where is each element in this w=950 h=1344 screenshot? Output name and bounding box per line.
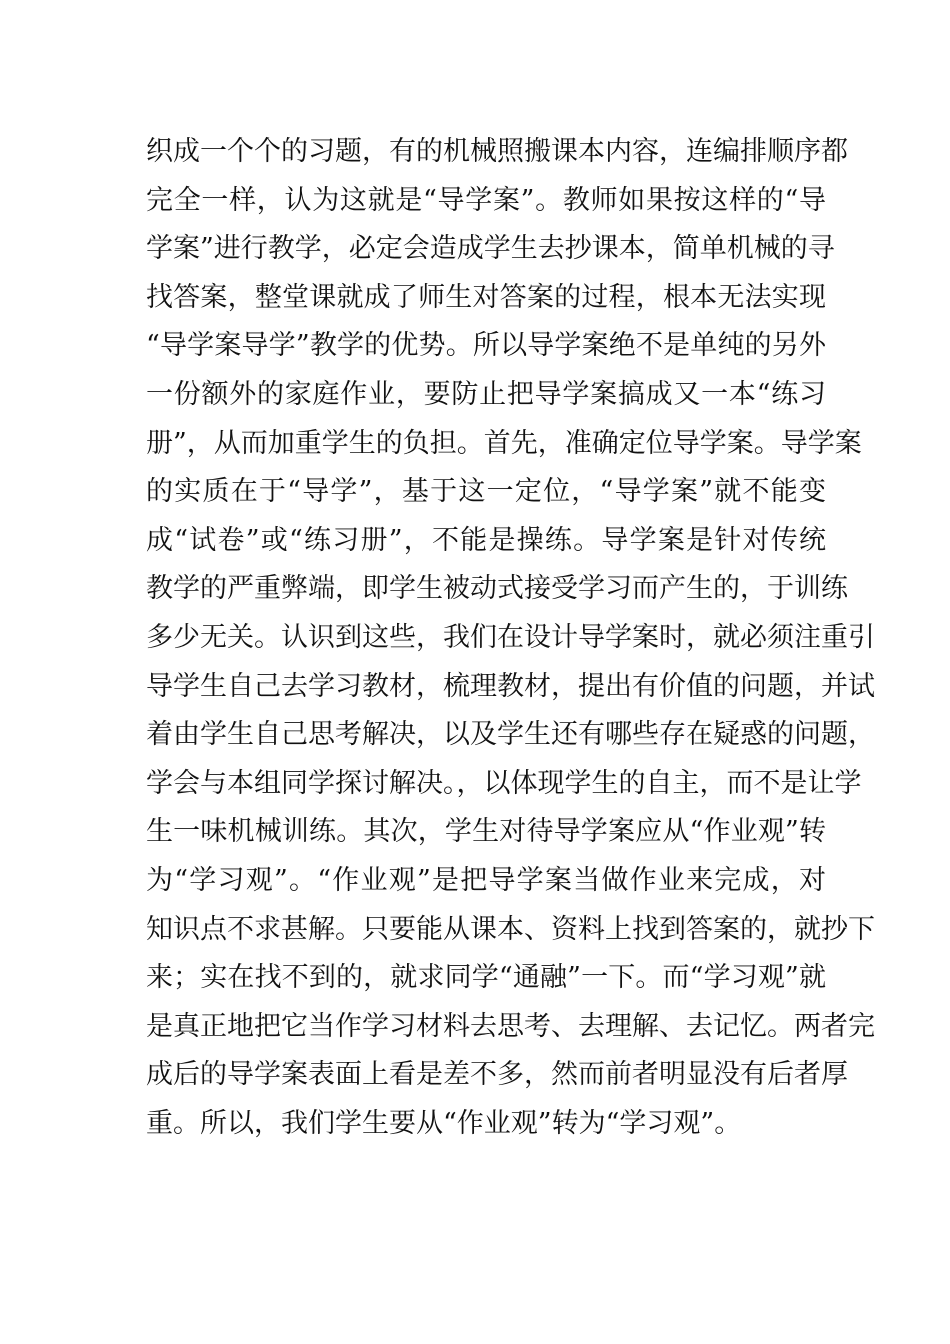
text-line-19: 是真正地把它当作学习材料去思考、去理解、去记忆。两者完 xyxy=(146,1010,875,1042)
text-line-14: 学会与本组同学探讨解决。，以体现学生的自主，而不是让学 xyxy=(146,767,862,799)
text-line-9: 成“试卷”或“练习册”，不能是操练。导学案是针对传统 xyxy=(146,524,826,556)
text-line-4: 找答案，整堂课就成了师生对答案的过程，根本无法实现 xyxy=(146,281,826,313)
text-line-3: 学案”进行教学，必定会造成学生去抄课本，简单机械的寻 xyxy=(146,233,835,265)
text-line-16: 为“学习观”。“作业观”是把导学案当做作业来完成，对 xyxy=(146,864,826,896)
text-line-11: 多少无关。认识到这些，我们在设计导学案时，就必须注重引 xyxy=(146,621,875,653)
text-line-21: 重。所以，我们学生要从“作业观”转为“学习观”。 xyxy=(146,1107,742,1139)
text-line-5: “导学案导学”教学的优势。所以导学案绝不是单纯的另外 xyxy=(146,330,826,362)
text-line-8: 的实质在于“导学”，基于这一定位，“导学案”就不能变 xyxy=(146,476,826,508)
text-line-18: 来；实在找不到的，就求同学“通融”一下。而“学习观”就 xyxy=(146,962,826,994)
text-line-17: 知识点不求甚解。只要能从课本、资料上找到答案的，就抄下 xyxy=(146,913,875,945)
text-line-2: 完全一样，认为这就是“导学案”。教师如果按这样的“导 xyxy=(146,184,826,216)
text-line-6: 一份额外的家庭作业，要防止把导学案搞成又一本“练习 xyxy=(146,378,826,410)
text-line-12: 导学生自己去学习教材，梳理教材，提出有价值的问题，并试 xyxy=(146,670,875,702)
text-line-7: 册”，从而加重学生的负担。首先，准确定位导学案。导学案 xyxy=(146,427,862,459)
text-line-1: 织成一个个的习题，有的机械照搬课本内容，连编排顺序都 xyxy=(146,136,848,167)
text-line-10: 教学的严重弊端，即学生被动式接受学习而产生的，于训练 xyxy=(146,573,848,605)
text-line-20: 成后的导学案表面上看是差不多，然而前者明显没有后者厚 xyxy=(146,1059,848,1091)
text-line-15: 生一味机械训练。其次，学生对待导学案应从“作业观”转 xyxy=(146,816,826,848)
text-line-13: 着由学生自己思考解决，以及学生还有哪些存在疑惑的问题， xyxy=(146,719,875,751)
body-paragraph xyxy=(146,128,875,1148)
